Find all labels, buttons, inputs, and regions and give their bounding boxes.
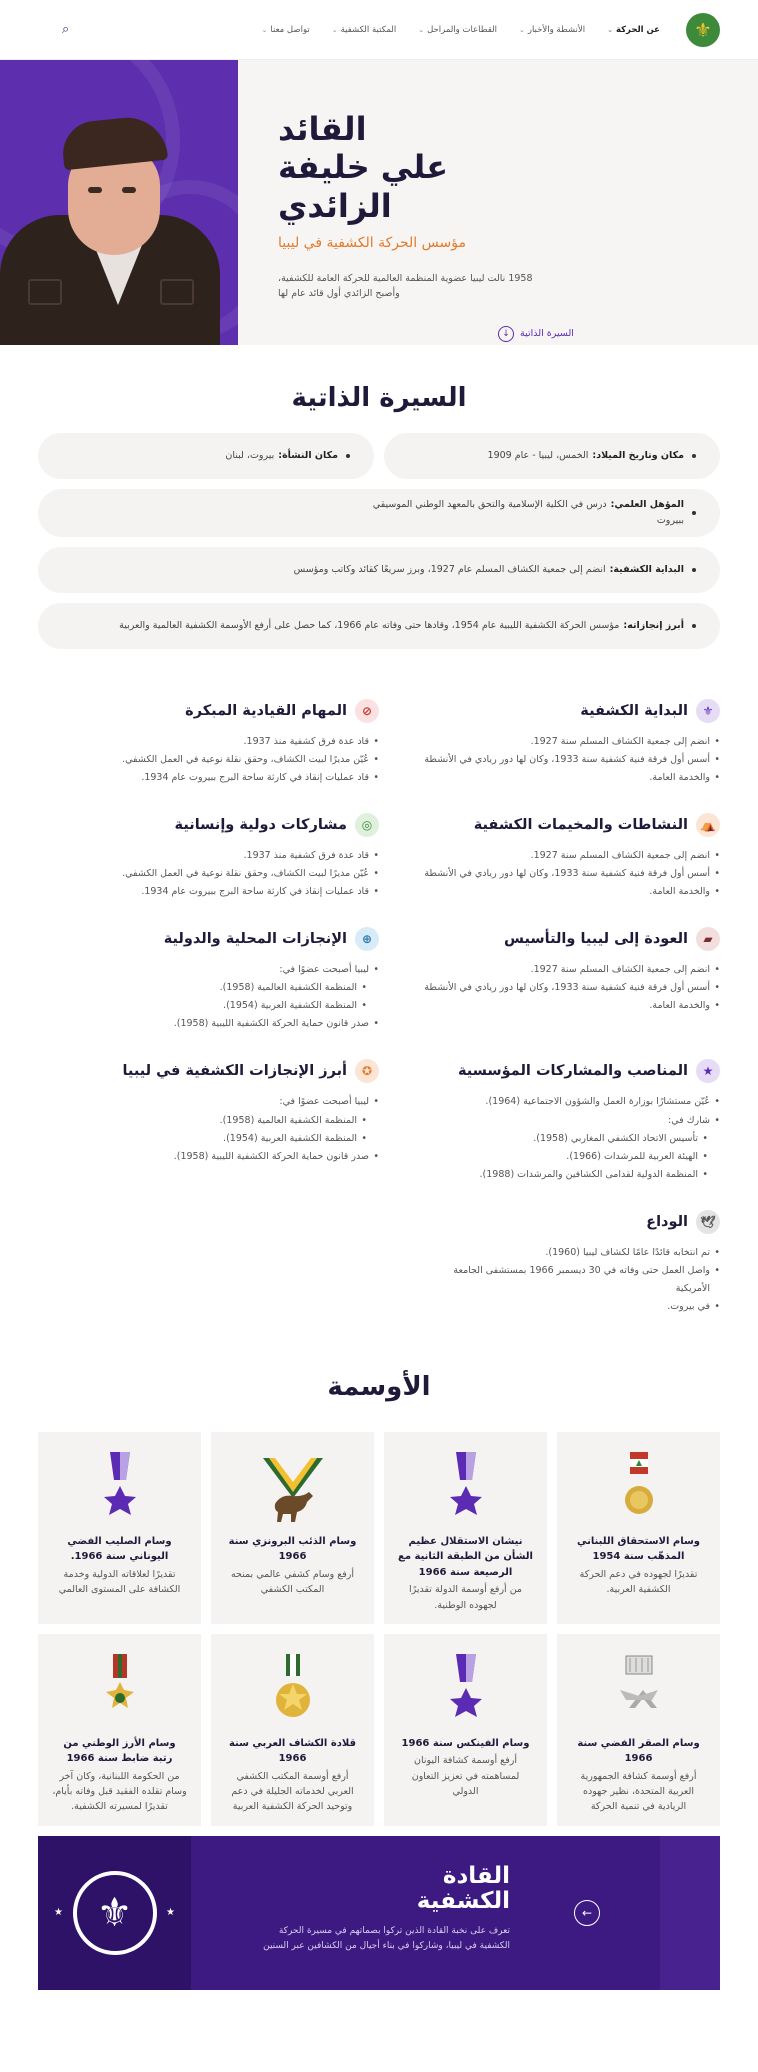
medal-desc: أرفع أوسمة كشافة الجمهورية العربية المتحدة، نظير جهوده الريادية في تنمية الحركة [580,1770,697,1813]
palm-decoration [660,1836,720,1990]
medal-card[interactable] [384,1634,547,1826]
list-item: • عُيّن مستشارًا بوزارة العمل والشؤون الاجتماعية (1964). [419,1093,720,1111]
greek-cross-icon [52,1450,187,1524]
timeline-block [379,813,720,927]
block-title: الوداع [646,1213,688,1230]
list-item: • واصل العمل حتى وفاته في 30 ديسمبر 1966 بمستشفى الجامعة الأمريكية [419,1262,720,1298]
medal-name: وسام الفينكس سنة 1966 [401,1737,530,1749]
medal-desc: أرفع وسام كشفي عالمي بمنحه المكتب الكشفي [230,1568,355,1596]
block-title: البداية الكشفية [580,703,688,719]
list-item: • أسس أول فرقة فنية كشفية سنة 1933، وكان لها دور ريادي في الأنشطة [419,751,720,769]
medal-desc: تقديرًا لعلاقاته الدولية وخدمة الكشافة على المستوى العالمي [58,1568,181,1596]
block-title: مشاركات دولية وإنسانية [174,817,347,834]
banner-title-line: القادة [442,1862,510,1889]
site-header [0,0,758,60]
timeline-block [379,927,720,1059]
nav-label: الأنشطة والأخبار [527,24,586,35]
desc-line: وأصبح الزائدي أول قائد عام لها [278,288,400,300]
bio-value: انضم إلى جمعية الكشاف المسلم عام 1927، وبرز سريعًا كقائد وكاتب ومؤسس [293,563,606,575]
block-title: العودة إلى ليبيا والتأسيس [503,931,688,948]
bio-achievements [38,603,720,649]
bio-value: درس في الكلية الإسلامية والتحق بالمعهد الوطني الموسيقي [372,498,607,510]
list-item: • صدر قانون حماية الحركة الكشفية الليبية (1958). [58,1148,379,1166]
badge-icon: ⊘ [355,699,379,723]
cedar-order-icon [52,1652,187,1726]
hero-portrait [0,60,238,345]
list-item: • قاد عدة فرق كشفية منذ 1937. [58,733,379,751]
bio-label: البداية الكشفية: [609,563,684,575]
list-item: • ليبيا أصبحت عضوًا في: [58,961,379,979]
page-title [278,110,560,225]
title-line: علي خليفة الزائدي [278,148,449,225]
nav-item-sectors[interactable] [418,25,497,35]
list-item: • والخدمة العامة. [419,769,720,787]
list-item: • والخدمة العامة. [419,997,720,1015]
title-line: القائد [278,110,367,148]
bio-value: مؤسس الحركة الكشفية الليبية عام 1954، وقادها حتى وفاته عام 1966، كما حصل على أرفع الأوسمة الكشفية العالمية والعربية [119,619,620,631]
timeline-section [0,659,758,1342]
list-item: • قاد عمليات إنقاذ في كارثة ساحة البرج ببيروت عام 1934. [58,883,379,901]
medal-desc: تقديرًا لجهوده في دعم الحركة الكشفية العربية. [579,1568,698,1596]
medal-name: وسام الاستحقاق اللبناني المذهّب سنة 1954 [576,1535,701,1563]
list-item: • المنظمة الكشفية العربية (1954). [58,997,379,1015]
list-item: • شارك في: [419,1112,720,1130]
arrow-down-icon: ↓ [498,326,514,342]
bronze-wolf-icon [225,1450,360,1524]
chevron-down-icon: ⌄ [518,25,525,34]
banner-text [250,1864,510,1953]
fleur-de-lis-icon: ⚜ [73,1871,157,1955]
nav-item-activities[interactable] [519,25,585,35]
nav-label: المكتبة الكشفية [340,24,397,35]
search-icon[interactable]: ⌕ [62,22,70,37]
lebanese-medal-icon [571,1450,706,1524]
bottom-spacer [0,1990,758,2030]
medal-name: وسام الأرز الوطني من رتبة ضابط سنة 1966 [63,1737,176,1765]
list-item: • المنظمة الكشفية العربية (1954). [58,1130,379,1148]
nav-item-library[interactable] [332,25,396,35]
bio-value: الخمس، ليبيا - عام 1909 [487,449,589,461]
medal-desc: أرفع أوسمة كشافة اليونان لمساهمته في تعزيز التعاون الدولي [411,1755,520,1797]
medal-name: قلادة الكشاف العربي سنة 1966 [228,1737,357,1765]
fleur-icon: ⚜ [696,699,720,723]
bio-value: بيروت، لبنان [225,449,275,461]
medal-name: وسام الصليب الفضي اليوناني سنة 1966. [67,1535,172,1563]
chevron-down-icon: ⌄ [418,25,425,34]
block-title: المناصب والمشاركات المؤسسية [457,1063,688,1080]
list-item: • انضم إلى جمعية الكشاف المسلم سنة 1927. [419,847,720,865]
banner-title [250,1864,510,1915]
medal-icon: ✪ [355,1059,379,1083]
medal-desc: من أرفع أوسمة الدولة تقديرًا لجهوده الوطنية. [408,1584,523,1611]
leaders-banner[interactable] [38,1836,720,1990]
medals-grid [38,1432,720,1826]
medals-section [0,1342,758,1826]
bio-education [38,489,720,537]
hero-subtitle: مؤسس الحركة الكشفية في ليبيا [278,235,466,252]
phoenix-medal-icon [398,1652,533,1726]
bio-upbringing [38,433,374,479]
libya-map-icon: ▰ [696,927,720,951]
medal-card[interactable] [557,1634,720,1826]
bio-start [38,547,720,593]
timeline-block [379,1210,720,1342]
timeline-block [38,699,379,813]
bio-label: المؤهل العلمي: [610,498,684,510]
timeline-block [38,1059,379,1209]
list-item: • انضم إلى جمعية الكشاف المسلم سنة 1927. [419,733,720,751]
nav-label: تواصل معنا [270,24,310,35]
list-item: • المنظمة الكشفية العالمية (1958). [58,979,379,997]
globe-icon: ◎ [355,813,379,837]
chevron-down-icon: ⌄ [331,25,338,34]
hero-section [0,60,758,345]
main-nav [262,25,660,35]
nav-label: عن الحركة [615,24,660,35]
independence-medal-icon [398,1450,533,1524]
star-icon: ★ [696,1059,720,1083]
timeline-block [38,813,379,927]
list-item: • تأسيس الاتحاد الكشفي المغاربي (1958). [419,1130,720,1148]
medal-card[interactable] [38,1634,201,1826]
bio-section [0,345,758,649]
bio-link[interactable] [498,326,710,342]
nav-label: القطاعات والمراحل [427,24,497,35]
timeline-block [38,927,379,1059]
list-item: • المنظمة الدولية لقدامى الكشافين والمرشدات (1988). [419,1166,720,1184]
medal-name: وسام الصقر الفضي سنة 1966 [577,1737,700,1765]
banner-title-line: الكشفية [416,1888,510,1915]
list-item: • الهيئة العربية للمرشدات (1966). [419,1148,720,1166]
bio-link-label: السيرة الذاتية [520,328,574,340]
arab-scout-collar-icon [225,1652,360,1726]
hero-description [278,271,560,301]
bio-label: مكان وتاريخ الميلاد: [592,449,684,461]
dove-icon: 🕊 [696,1210,720,1234]
block-title: المهام القيادية المبكرة [185,703,347,719]
star-icon: ★ [54,1906,63,1918]
list-item: • عُيّن مديرًا لبيت الكشاف، وحقق نقلة نوعية في العمل الكشفي. [58,751,379,769]
bio-value: ببيروت [656,515,684,526]
tent-icon: ⛺ [696,813,720,837]
banner-desc: تعرف على نخبة القادة الذين تركوا بصماتهم في مسيرة الحركة الكشفية في ليبيا، وشاركوا في بناء أجيال من الكشافين عبر السنين [263,1926,510,1951]
emblem-box [38,1836,191,1990]
list-item: • أسس أول فرقة فنية كشفية سنة 1933، وكان لها دور ريادي في الأنشطة [419,865,720,883]
block-title: أبرز الإنجازات الكشفية في ليبيا [122,1063,347,1080]
medal-card[interactable] [211,1432,374,1624]
list-item: • أسس أول فرقة فنية كشفية سنة 1933، وكان لها دور ريادي في الأنشطة [419,979,720,997]
timeline-block [379,699,720,813]
list-item: • عُيّن مديرًا لبيت الكشاف، وحقق نقلة نوعية في العمل الكشفي. [58,865,379,883]
medal-card[interactable] [38,1432,201,1624]
section-title: الأوسمة [327,1371,431,1402]
medal-name: نيشان الاستقلال عظيم الشأن من الطبقة الثانية مع الرصيعة سنة 1966 [398,1535,533,1578]
nav-item-about[interactable] [607,25,660,35]
bio-birth [384,433,720,479]
silver-falcon-icon [571,1652,706,1726]
chevron-down-icon: ⌄ [607,25,613,34]
bio-label: أبرز إنجازاته: [623,619,684,631]
block-title: النشاطات والمخيمات الكشفية [473,817,688,834]
list-item: • صدر قانون حماية الحركة الكشفية الليبية (1958). [58,1015,379,1033]
section-title: السيرة الذاتية [291,383,467,413]
arrow-left-icon[interactable]: ← [574,1900,600,1926]
desc-line: 1958 نالت ليبيا عضوية المنظمة العالمية للحركة العامة للكشفية، [278,273,533,285]
medal-desc: أرفع أوسمة المكتب الكشفي العربي لخدماته الجليلة في دعم وتوحيد الحركة الكشفية العربية [231,1770,354,1813]
list-item: • تم انتخابه قائدًا عامًا لكشاف ليبيا (1960). [419,1244,720,1262]
list-item: • المنظمة الكشفية العالمية (1958). [58,1112,379,1130]
hero-text [238,60,758,345]
nav-item-contact[interactable] [262,25,310,35]
star-icon: ★ [166,1906,175,1918]
block-title: الإنجازات المحلية والدولية [163,931,347,948]
list-item: • ليبيا أصبحت عضوًا في: [58,1093,379,1111]
medal-card[interactable] [557,1432,720,1624]
medal-desc: من الحكومة اللبنانية، وكان آخر وسام تقلده الفقيد قبل وفاته بأيام، تقديرًا لمسيرته الكشفية. [52,1770,187,1813]
list-item: • في بيروت. [419,1298,720,1316]
medal-card[interactable] [384,1432,547,1624]
chevron-down-icon: ⌄ [261,25,268,34]
timeline-block [379,1059,720,1209]
list-item: • والخدمة العامة. [419,883,720,901]
medal-name: وسام الذئب البرونزي سنة 1966 [228,1535,357,1563]
bio-label: مكان النشأة: [278,449,338,461]
list-item: • انضم إلى جمعية الكشاف المسلم سنة 1927. [419,961,720,979]
scout-logo[interactable]: ⚜ [686,13,720,47]
medal-card[interactable] [211,1634,374,1826]
list-item: • قاد عدة فرق كشفية منذ 1937. [58,847,379,865]
list-item: • قاد عمليات إنقاذ في كارثة ساحة البرج ببيروت عام 1934. [58,769,379,787]
world-icon: ⊕ [355,927,379,951]
